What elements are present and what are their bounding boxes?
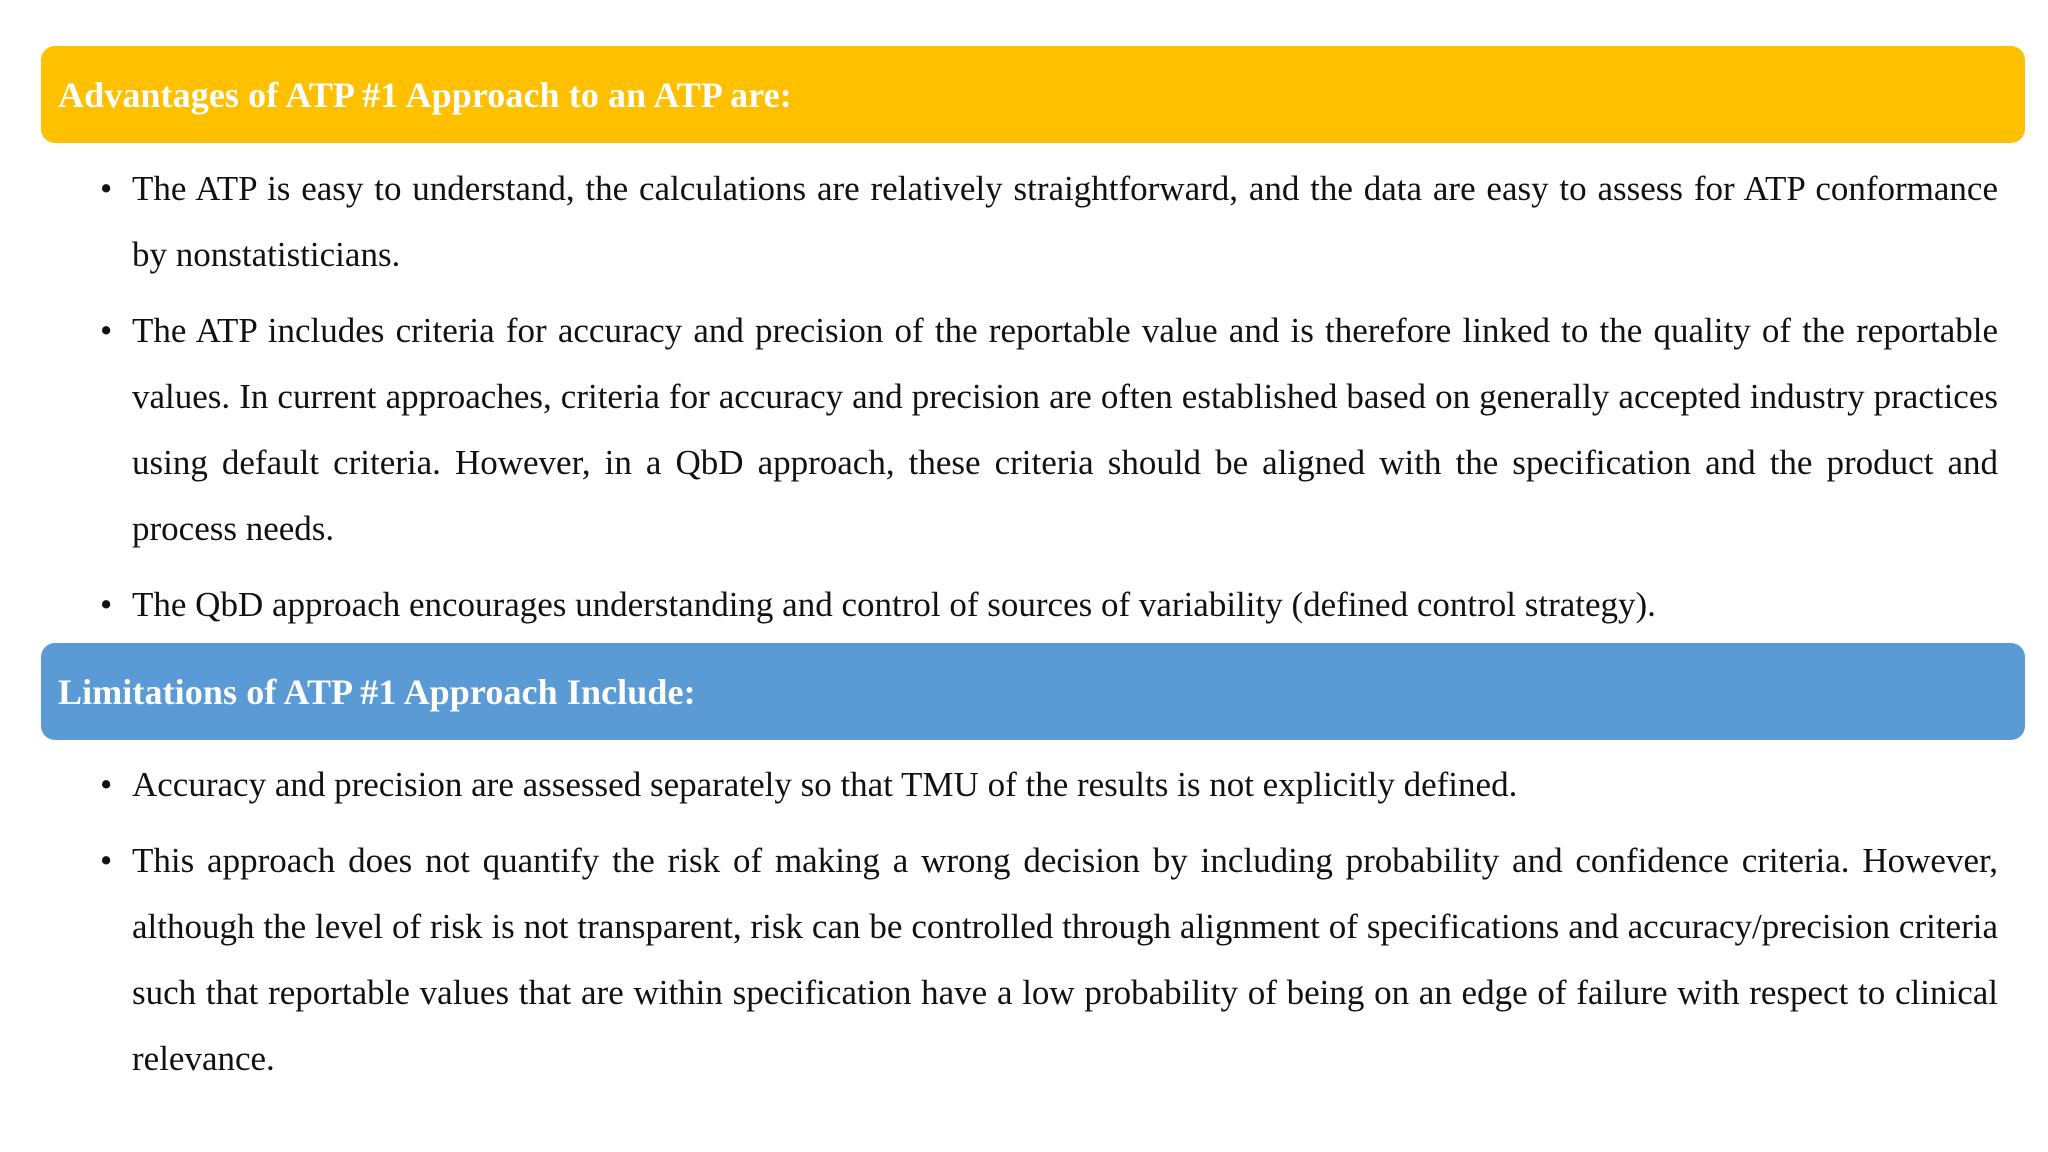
list-item	[100, 156, 1998, 288]
limitations-list	[100, 752, 1998, 1102]
limitations-header	[41, 643, 2025, 740]
advantages-header	[41, 46, 2025, 143]
advantages-list	[100, 156, 1998, 648]
limitation-text-1: Accuracy and precision are assessed separately so that TMU of the results is not explicitly defined.	[132, 765, 1518, 804]
bullet-icon: •	[100, 585, 113, 624]
list-item	[100, 752, 1998, 818]
list-item	[100, 828, 1998, 1092]
list-item	[100, 298, 1998, 562]
advantage-text-3: The QbD approach encourages understanding and control of sources of variability (defined control strategy).	[132, 585, 1656, 624]
bullet-icon: •	[100, 765, 113, 804]
bullet-icon: •	[100, 311, 113, 350]
advantages-title: Advantages of ATP #1 Approach to an ATP are:	[58, 74, 792, 115]
limitations-title: Limitations of ATP #1 Approach Include:	[58, 671, 696, 712]
advantage-text-1: The ATP is easy to understand, the calculations are relatively straightforward, and the data are easy to assess for ATP conformance by nonstatisticians.	[132, 169, 1998, 274]
bullet-icon: •	[100, 841, 113, 880]
bullet-icon: •	[100, 169, 113, 208]
limitation-text-2: This approach does not quantify the risk of making a wrong decision by including probability and confidence criteria. However, although the level of risk is not transparent, risk can be controlled through alignment of specifications and accuracy/precision criteria such that reportable values that are within specification have a low probability of being on an edge of failure with respect to clinical relevance.	[132, 841, 1998, 1078]
list-item	[100, 572, 1998, 638]
advantage-text-2: The ATP includes criteria for accuracy and precision of the reportable value and is therefore linked to the quality of the reportable values. In current approaches, criteria for accuracy and precision are often established based on generally accepted industry practices using default criteria. However, in a QbD approach, these criteria should be aligned with the specification and the product and process needs.	[132, 311, 1998, 548]
